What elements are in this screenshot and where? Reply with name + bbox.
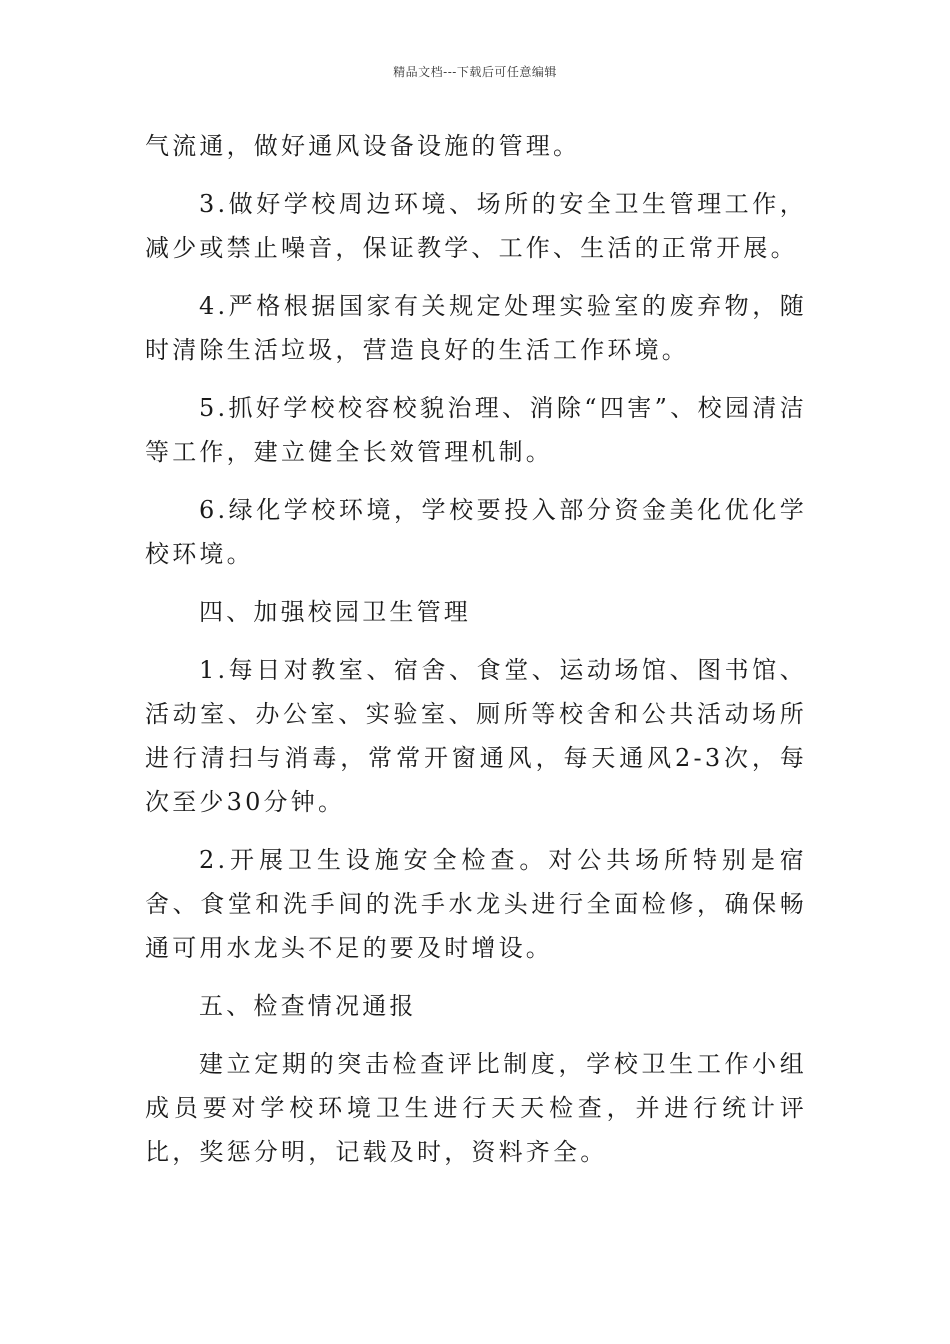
paragraph-7: 2.开展卫生设施安全检查。对公共场所特别是宿舍、食堂和洗手间的洗手水龙头进行全面检修，确保畅通可用水龙头不足的要及时增设。 (145, 846, 807, 962)
paragraph-6: 1.每日对教室、宿舍、食堂、运动场馆、图书馆、活动室、办公室、实验室、厕所等校舍和公共活动场所进行清扫与消毒，常常开窗通风，每天通风2-3次，每次至少30分钟。 (145, 656, 807, 816)
paragraph-4: 5.抓好学校校容校貌治理、消除“四害”、校园清洁等工作，建立健全长效管理机制。 (145, 394, 807, 466)
page-header: 精品文档---下载后可任意编辑 (393, 65, 557, 79)
paragraph-2: 3.做好学校周边环境、场所的安全卫生管理工作，减少或禁止噪音，保证教学、工作、生活的正常开展。 (145, 190, 807, 262)
paragraph-1: 气流通，做好通风设备设施的管理。 (145, 132, 581, 160)
paragraph-5: 6.绿化学校环境，学校要投入部分资金美化优化学校环境。 (145, 496, 807, 568)
section-heading-5: 五、检查情况通报 (199, 992, 417, 1020)
section-heading-4: 四、加强校园卫生管理 (199, 598, 471, 626)
paragraph-8: 建立定期的突击检查评比制度，学校卫生工作小组成员要对学校环境卫生进行天天检查，并进行统计评比，奖惩分明，记载及时，资料齐全。 (145, 1050, 807, 1166)
paragraph-3: 4.严格根据国家有关规定处理实验室的废弃物，随时清除生活垃圾，营造良好的生活工作环境。 (145, 292, 807, 364)
document-body (145, 124, 807, 1188)
